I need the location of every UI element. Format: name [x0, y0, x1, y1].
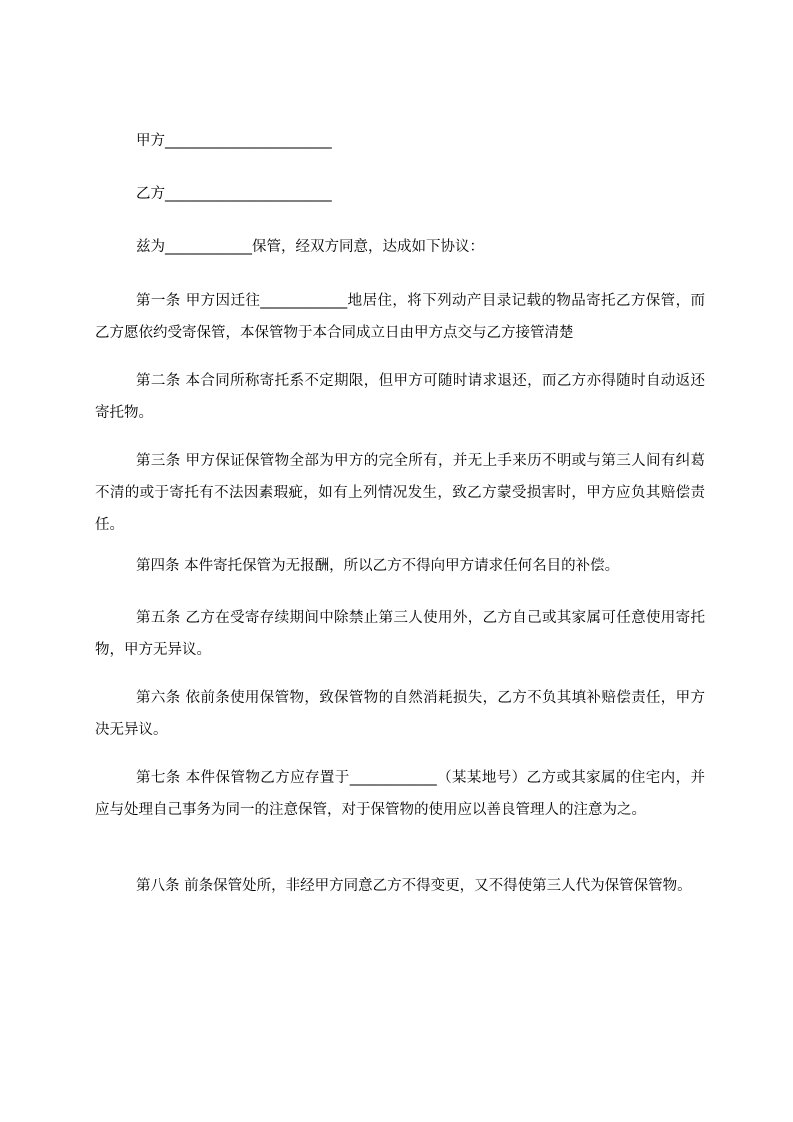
- article-2: 第二条 本合同所称寄托系不定期限，但甲方可随时请求退还，而乙方亦得随时自动返还寄托物。: [95, 373, 705, 421]
- article-7: 第七条 本件保管物乙方应存置于____________（某某地号）乙方或其家属的住宅内，并应与处理自己事务为同一的注意保管，对于保管物的使用应以善良管理人的注意为之。: [95, 770, 705, 818]
- article-3: 第三条 甲方保证保管物全部为甲方的完全所有，并无上手来历不明或与第三人间有纠葛不清的或于寄托有不法因素瑕疵，如有上列情况发生，致乙方蒙受损害时，甲方应负其赔偿责任。: [95, 453, 705, 533]
- article-4: 第四条 本件寄托保管为无报酬，所以乙方不得向甲方请求任何名目的补偿。: [136, 558, 620, 574]
- article-6: 第六条 依前条使用保管物，致保管物的自然消耗损失，乙方不负其填补赔偿责任，甲方决无异议。: [95, 690, 705, 738]
- article-8: 第八条 前条保管处所，非经甲方同意乙方不得变更，又不得使第三人代为保管保管物。: [136, 878, 692, 894]
- intro-line: 兹为____________保管，经双方同意，达成如下协议：: [136, 239, 484, 255]
- article-5: 第五条 乙方在受寄存续期间中除禁止第三人使用外，乙方自己或其家属可任意使用寄托物，甲方无异议。: [95, 610, 705, 658]
- party-b-line: 乙方_______________________: [136, 186, 332, 202]
- party-a-line: 甲方_______________________: [136, 133, 332, 149]
- article-1: 第一条 甲方因迁往____________地居住，将下列动产目录记载的物品寄托乙方保管，而乙方愿依约受寄保管，本保管物于本合同成立日由甲方点交与乙方接管清楚: [95, 293, 705, 341]
